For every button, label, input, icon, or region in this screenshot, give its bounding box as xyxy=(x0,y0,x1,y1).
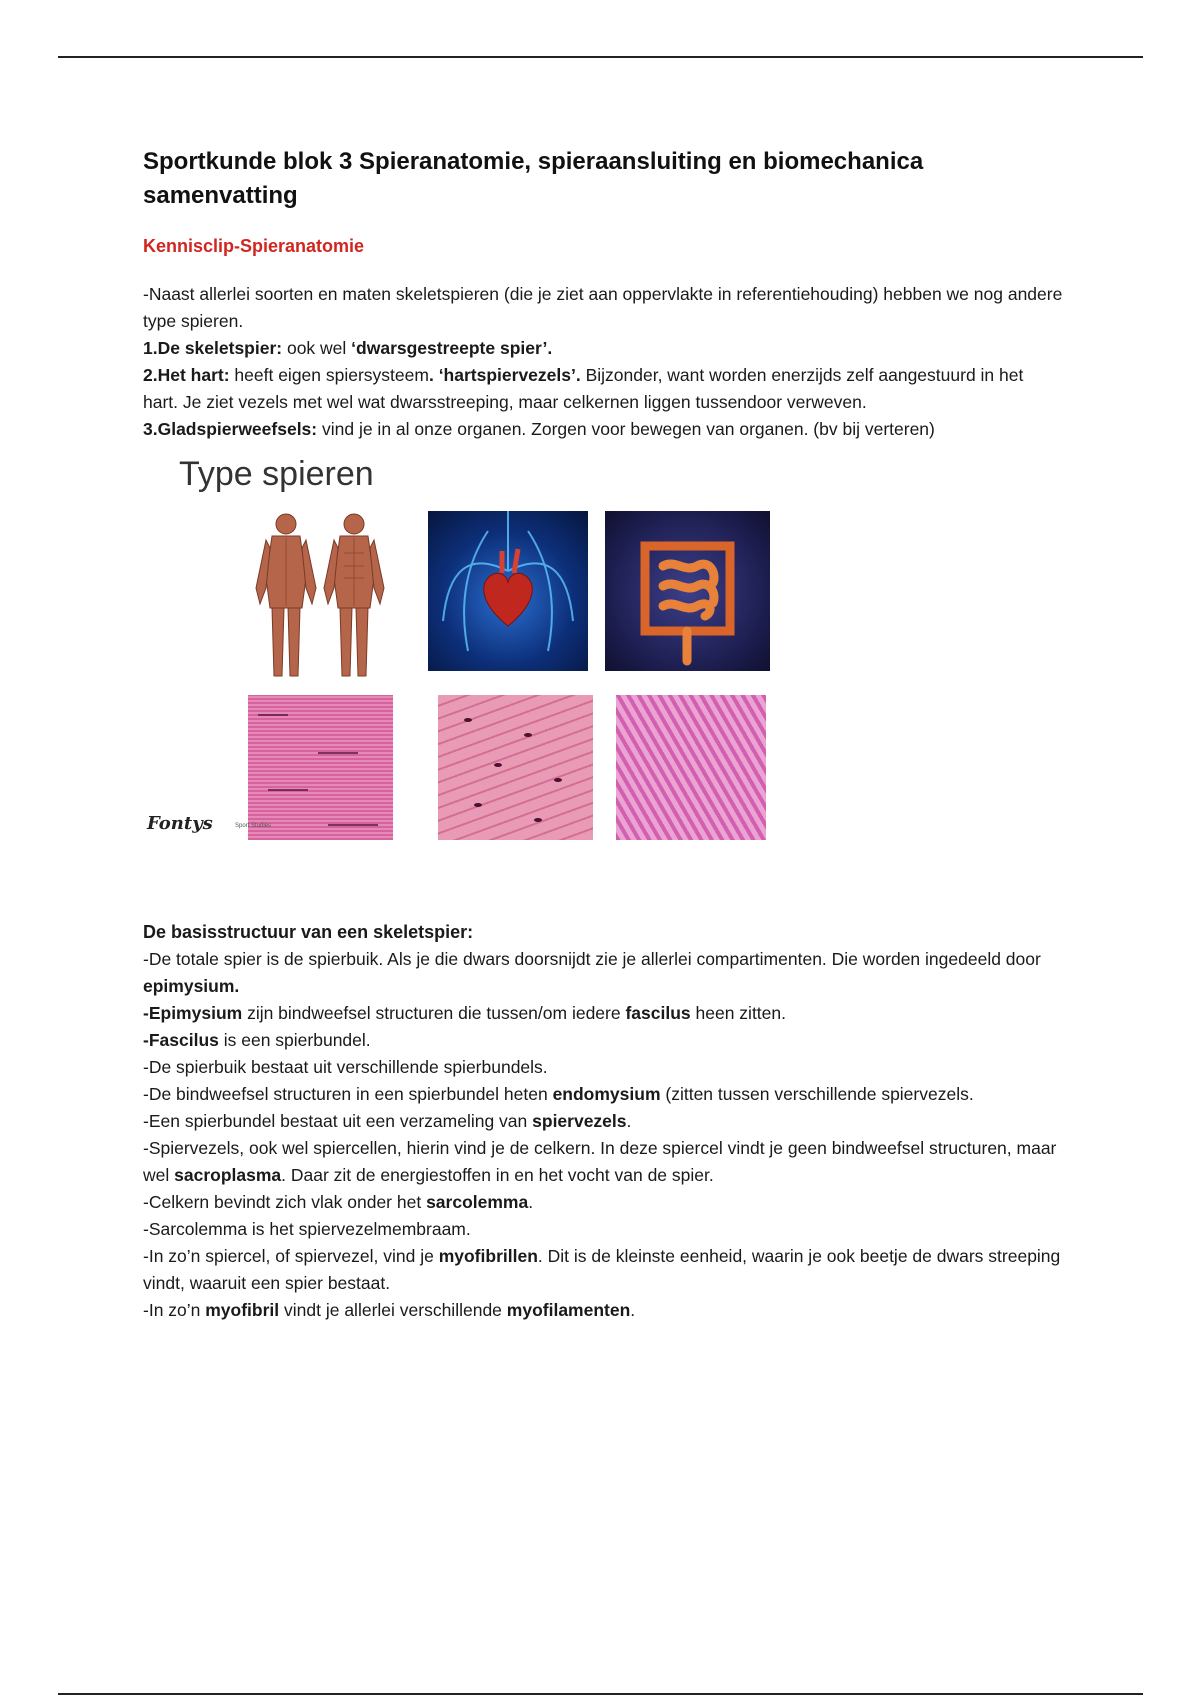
document-body xyxy=(143,145,1063,1324)
header-rule xyxy=(58,56,1143,58)
fontys-subtitle: Sport Studies xyxy=(235,823,272,829)
smooth-tissue-image xyxy=(616,695,766,840)
skeletal-tissue-image xyxy=(248,695,393,840)
basis-paragraph: -De totale spier is de spierbuik. Als je die dwars doorsnijdt zie je allerlei compartimenten. Die worden ingedeeld door epimysium. -Epimysium zijn bindweefsel structuren die tussen/om iedere fascilus heen zitten. -Fascilus is een spierbundel. -De spierbuik bestaat uit verschillende spierbundels. -De bindweefsel structuren in een spierbundel heten endomysium (zitten tussen verschillende spiervezels. -Een spierbundel bestaat uit een verzameling van spiervezels. -Spiervezels, ook wel spiercellen, hierin vind je de celkern. In deze spiercel vindt je geen bindweefsel structuren, maar wel sacroplasma. Daar zit de energiestoffen in en het vocht van de spier. -Celkern bevindt zich vlak onder het sarcolemma. -Sarcolemma is het spiervezelmembraam. -In zo’n spiercel, of spiervezel, vind je myofibrillen. Dit is de kleinste eenheid, waarin je ook beetje de dwars streeping vindt, waaruit een spier bestaat. -In zo’n myofibril vindt je allerlei verschillende myofilamenten. xyxy=(143,949,1061,1320)
footer-rule xyxy=(58,1693,1143,1695)
heart-image xyxy=(428,511,588,671)
cardiac-tissue-image xyxy=(438,695,593,840)
fontys-logo: Fontys xyxy=(147,813,213,834)
document-title: Sportkunde blok 3 Spieranatomie, spieraansluiting en biomechanica samenvatting xyxy=(143,148,924,209)
section-heading: Kennisclip-Spieranatomie xyxy=(143,236,365,256)
type-spieren-figure xyxy=(143,453,823,863)
figure-title: Type spieren xyxy=(179,455,374,493)
basis-heading: De basisstructuur van een skeletspier: xyxy=(143,922,474,942)
intro-paragraph: -Naast allerlei soorten en maten skeletspieren (die je ziet aan oppervlakte in referentiehouding) hebben we nog andere type spieren. 1.De skeletspier: ook wel ‘dwarsgestreepte spier’. 2.Het hart: heeft eigen spiersysteem. ‘hartspiervezels’. Bijzonder, want worden enerzijds zelf aangestuurd in het hart. Je ziet vezels met wel wat dwarsstreeping, maar celkernen liggen tussendoor verweven. 3.Gladspierweefsels: vind je in al onze organen. Zorgen voor bewegen van organen. (bv bij verteren) xyxy=(143,284,1063,439)
skeletal-muscle-image xyxy=(248,508,393,683)
intestines-image xyxy=(605,511,770,671)
